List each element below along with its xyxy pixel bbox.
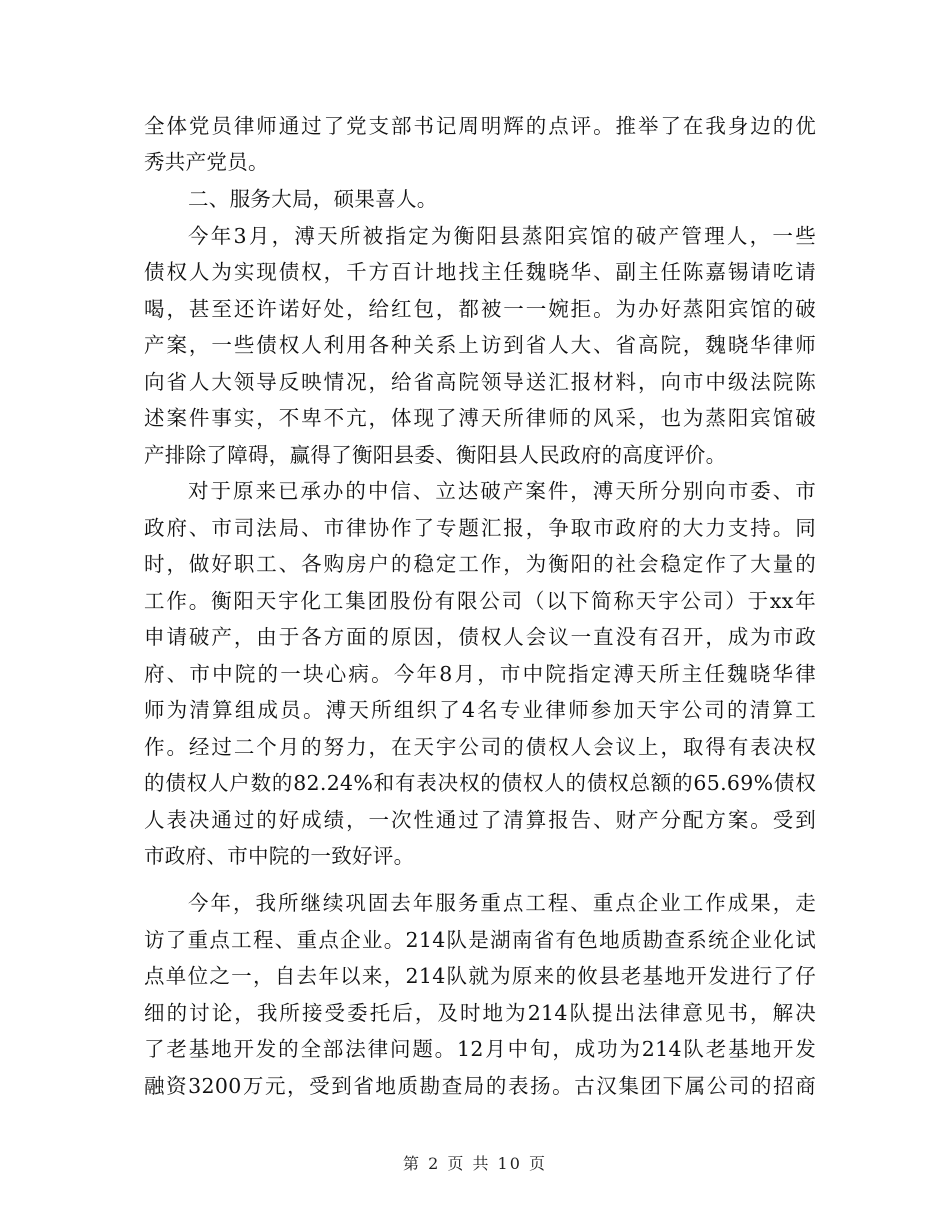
text-line: 今年3月，溥天所被指定为衡阳县蒸阳宾馆的破产管理人，一些 — [188, 224, 816, 248]
text-line: 了老基地开发的全部法律问题。12月中旬，成功为214队老基地开发 — [144, 1037, 816, 1061]
text-line: 今年，我所继续巩固去年服务重点工程、重点企业工作成果，走 — [188, 891, 816, 915]
text-line: 点单位之一，自去年以来，214队就为原来的攸县老基地开发进行了仔 — [144, 964, 816, 988]
text-line: 对于原来已承办的中信、立达破产案件，溥天所分别向市委、市 — [188, 479, 816, 503]
text-line: 向省人大领导反映情况，给省高院领导送汇报材料，向市中级法院陈 — [144, 370, 816, 394]
text-line: 秀共产党员。 — [144, 150, 269, 174]
text-line: 全体党员律师通过了党支部书记周明辉的点评。推举了在我身边的优 — [144, 114, 816, 138]
text-line: 作。经过二个月的努力，在天宇公司的债权人会议上，取得有表决权 — [144, 735, 816, 759]
text-line: 申请破产，由于各方面的原因，债权人会议一直没有召开，成为市政 — [144, 625, 816, 649]
text-line: 访了重点工程、重点企业。214队是湖南省有色地质勘查系统企业化试 — [144, 928, 816, 952]
text-line: 的债权人户数的82.24%和有表决权的债权人的债权总额的65.69%债权 — [144, 771, 816, 795]
text-line: 述案件事实，不卑不亢，体现了溥天所律师的风采，也为蒸阳宾馆破 — [144, 406, 816, 430]
text-line: 工作。衡阳天宇化工集团股份有限公司（以下简称天宇公司）于xx年 — [144, 589, 816, 613]
text-line: 市政府、市中院的一致好评。 — [144, 844, 415, 868]
text-line: 产排除了障碍，赢得了衡阳县委、衡阳县人民政府的高度评价。 — [144, 443, 727, 467]
text-line: 师为清算组成员。溥天所组织了4名专业律师参加天宇公司的清算工 — [144, 698, 816, 722]
text-line: 人表决通过的好成绩，一次性通过了清算报告、财产分配方案。受到 — [144, 808, 816, 832]
text-line: 府、市中院的一块心病。今年8月，市中院指定溥天所主任魏晓华律 — [144, 662, 816, 686]
page-number-footer: 第 2 页 共 10 页 — [403, 1154, 547, 1173]
text-line: 喝，甚至还许诺好处，给红包，都被一一婉拒。为办好蒸阳宾馆的破 — [144, 297, 816, 321]
text-line: 融资3200万元，受到省地质勘查局的表扬。古汉集团下属公司的招商 — [144, 1074, 816, 1098]
text-line: 政府、市司法局、市律协作了专题汇报，争取市政府的大力支持。同 — [144, 516, 816, 540]
section-heading: 二、服务大局，硕果喜人。 — [188, 187, 438, 211]
text-line: 时，做好职工、各购房户的稳定工作，为衡阳的社会稳定作了大量的 — [144, 552, 816, 576]
text-line: 细的讨论，我所接受委托后，及时地为214队提出法律意见书，解决 — [144, 1001, 816, 1025]
text-line: 产案，一些债权人利用各种关系上访到省人大、省高院，魏晓华律师 — [144, 333, 816, 357]
text-line: 债权人为实现债权，千方百计地找主任魏晓华、副主任陈嘉锡请吃请 — [144, 260, 816, 284]
